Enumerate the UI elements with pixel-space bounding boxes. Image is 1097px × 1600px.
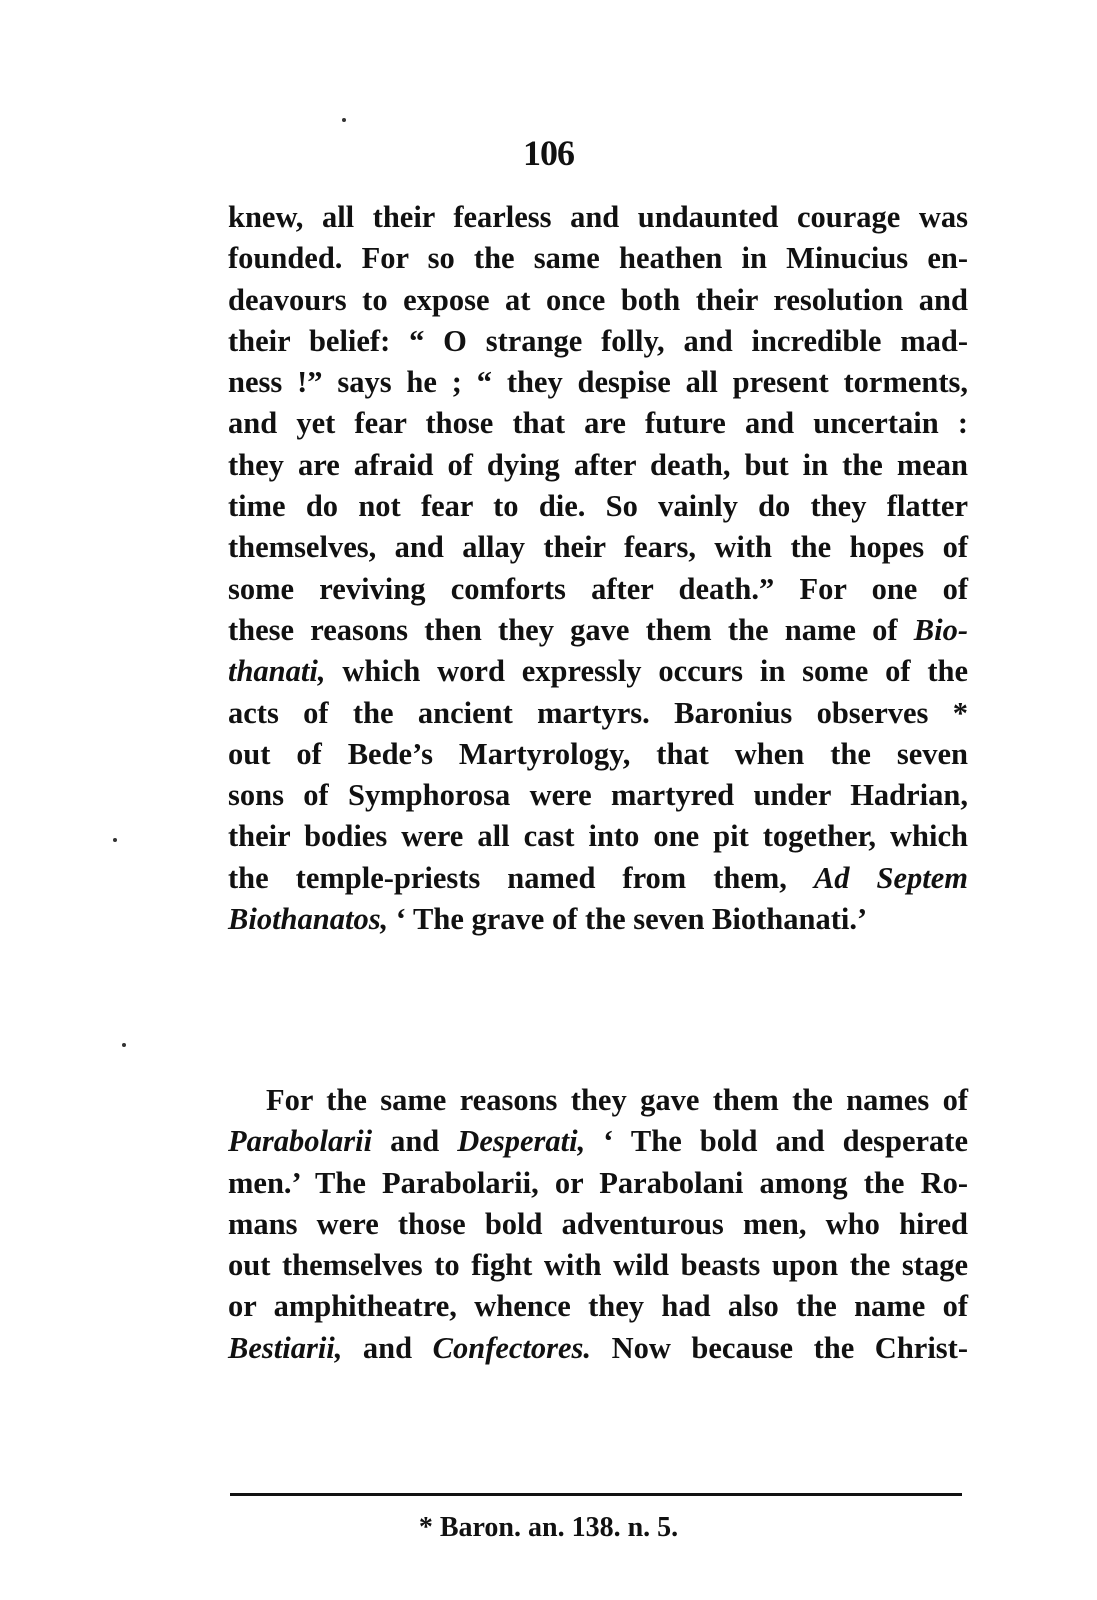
text-line: acts of the ancient martyrs. Baronius observes * [228, 695, 968, 730]
italic-term: Bio- [913, 612, 968, 647]
paragraph-1 [228, 197, 968, 940]
text-segment: the temple-priests named from them, [228, 860, 814, 895]
footnote-rule [230, 1493, 962, 1496]
text-line: or amphitheatre, whence they had also the name of [228, 1289, 968, 1324]
italic-term: Desperati, [457, 1124, 586, 1159]
text-line: they are afraid of dying after death, but in the mean [228, 447, 968, 482]
text-line [228, 610, 968, 651]
text-line: founded. For so the same heathen in Minucius en- [228, 241, 968, 276]
text-line [228, 858, 968, 899]
scan-speck [113, 838, 117, 842]
text-line [228, 899, 968, 940]
text-line: out of Bede’s Martyrology, that when the seven [228, 736, 968, 771]
text-segment: ‘ The grave of the seven Biothanati.’ [388, 902, 868, 937]
page-number: 106 [523, 133, 574, 173]
italic-term: Parabolarii [228, 1124, 373, 1159]
text-line: deavours to expose at once both their resolution and [228, 282, 968, 317]
footnote: * Baron. an. 138. n. 5. [418, 1512, 679, 1543]
text-line: time do not fear to die. So vainly do they flatter [228, 489, 968, 524]
text-line: For the same reasons they gave them the names of [266, 1083, 968, 1117]
text-line: some reviving comforts after death.” For one of [228, 571, 968, 606]
text-line [228, 1121, 968, 1162]
text-segment: Now because the Christ- [591, 1330, 968, 1365]
text-line [228, 1328, 968, 1369]
italic-term: Biothanatos, [228, 902, 389, 937]
text-line: and yet fear those that are future and uncertain : [228, 406, 968, 441]
text-line: their bodies were all cast into one pit together, which [228, 819, 968, 854]
text-line: their belief: “ O strange folly, and incredible mad- [228, 323, 968, 358]
text-segment: ‘ The bold and desperate [585, 1124, 968, 1159]
italic-term: Ad Septem [813, 860, 968, 895]
text-segment: which word expressly occurs in some of the [325, 654, 968, 689]
italic-term: Bestiarii, [228, 1330, 343, 1365]
text-line: men.’ The Parabolarii, or Parabolani among the Ro- [228, 1165, 968, 1200]
text-line: themselves, and allay their fears, with the hopes of [228, 530, 968, 565]
text-line [228, 651, 968, 692]
text-segment: and [372, 1124, 458, 1159]
italic-term: Confectores. [432, 1330, 592, 1365]
scan-speck [342, 118, 346, 122]
scan-speck [122, 1043, 126, 1047]
text-line: mans were those bold adventurous men, who hired [228, 1206, 968, 1241]
text-line: out themselves to fight with wild beasts upon the stage [228, 1248, 968, 1283]
text-segment: these reasons then they gave them the name of [228, 612, 914, 647]
text-line: knew, all their fearless and undaunted courage was [228, 200, 968, 234]
paragraph-2 [228, 1080, 968, 1369]
text-segment: and [342, 1330, 433, 1365]
text-line: ness !” says he ; “ they despise all present torments, [228, 365, 968, 400]
italic-term: thanati, [228, 654, 326, 689]
text-line: sons of Symphorosa were martyred under Hadrian, [228, 778, 968, 813]
